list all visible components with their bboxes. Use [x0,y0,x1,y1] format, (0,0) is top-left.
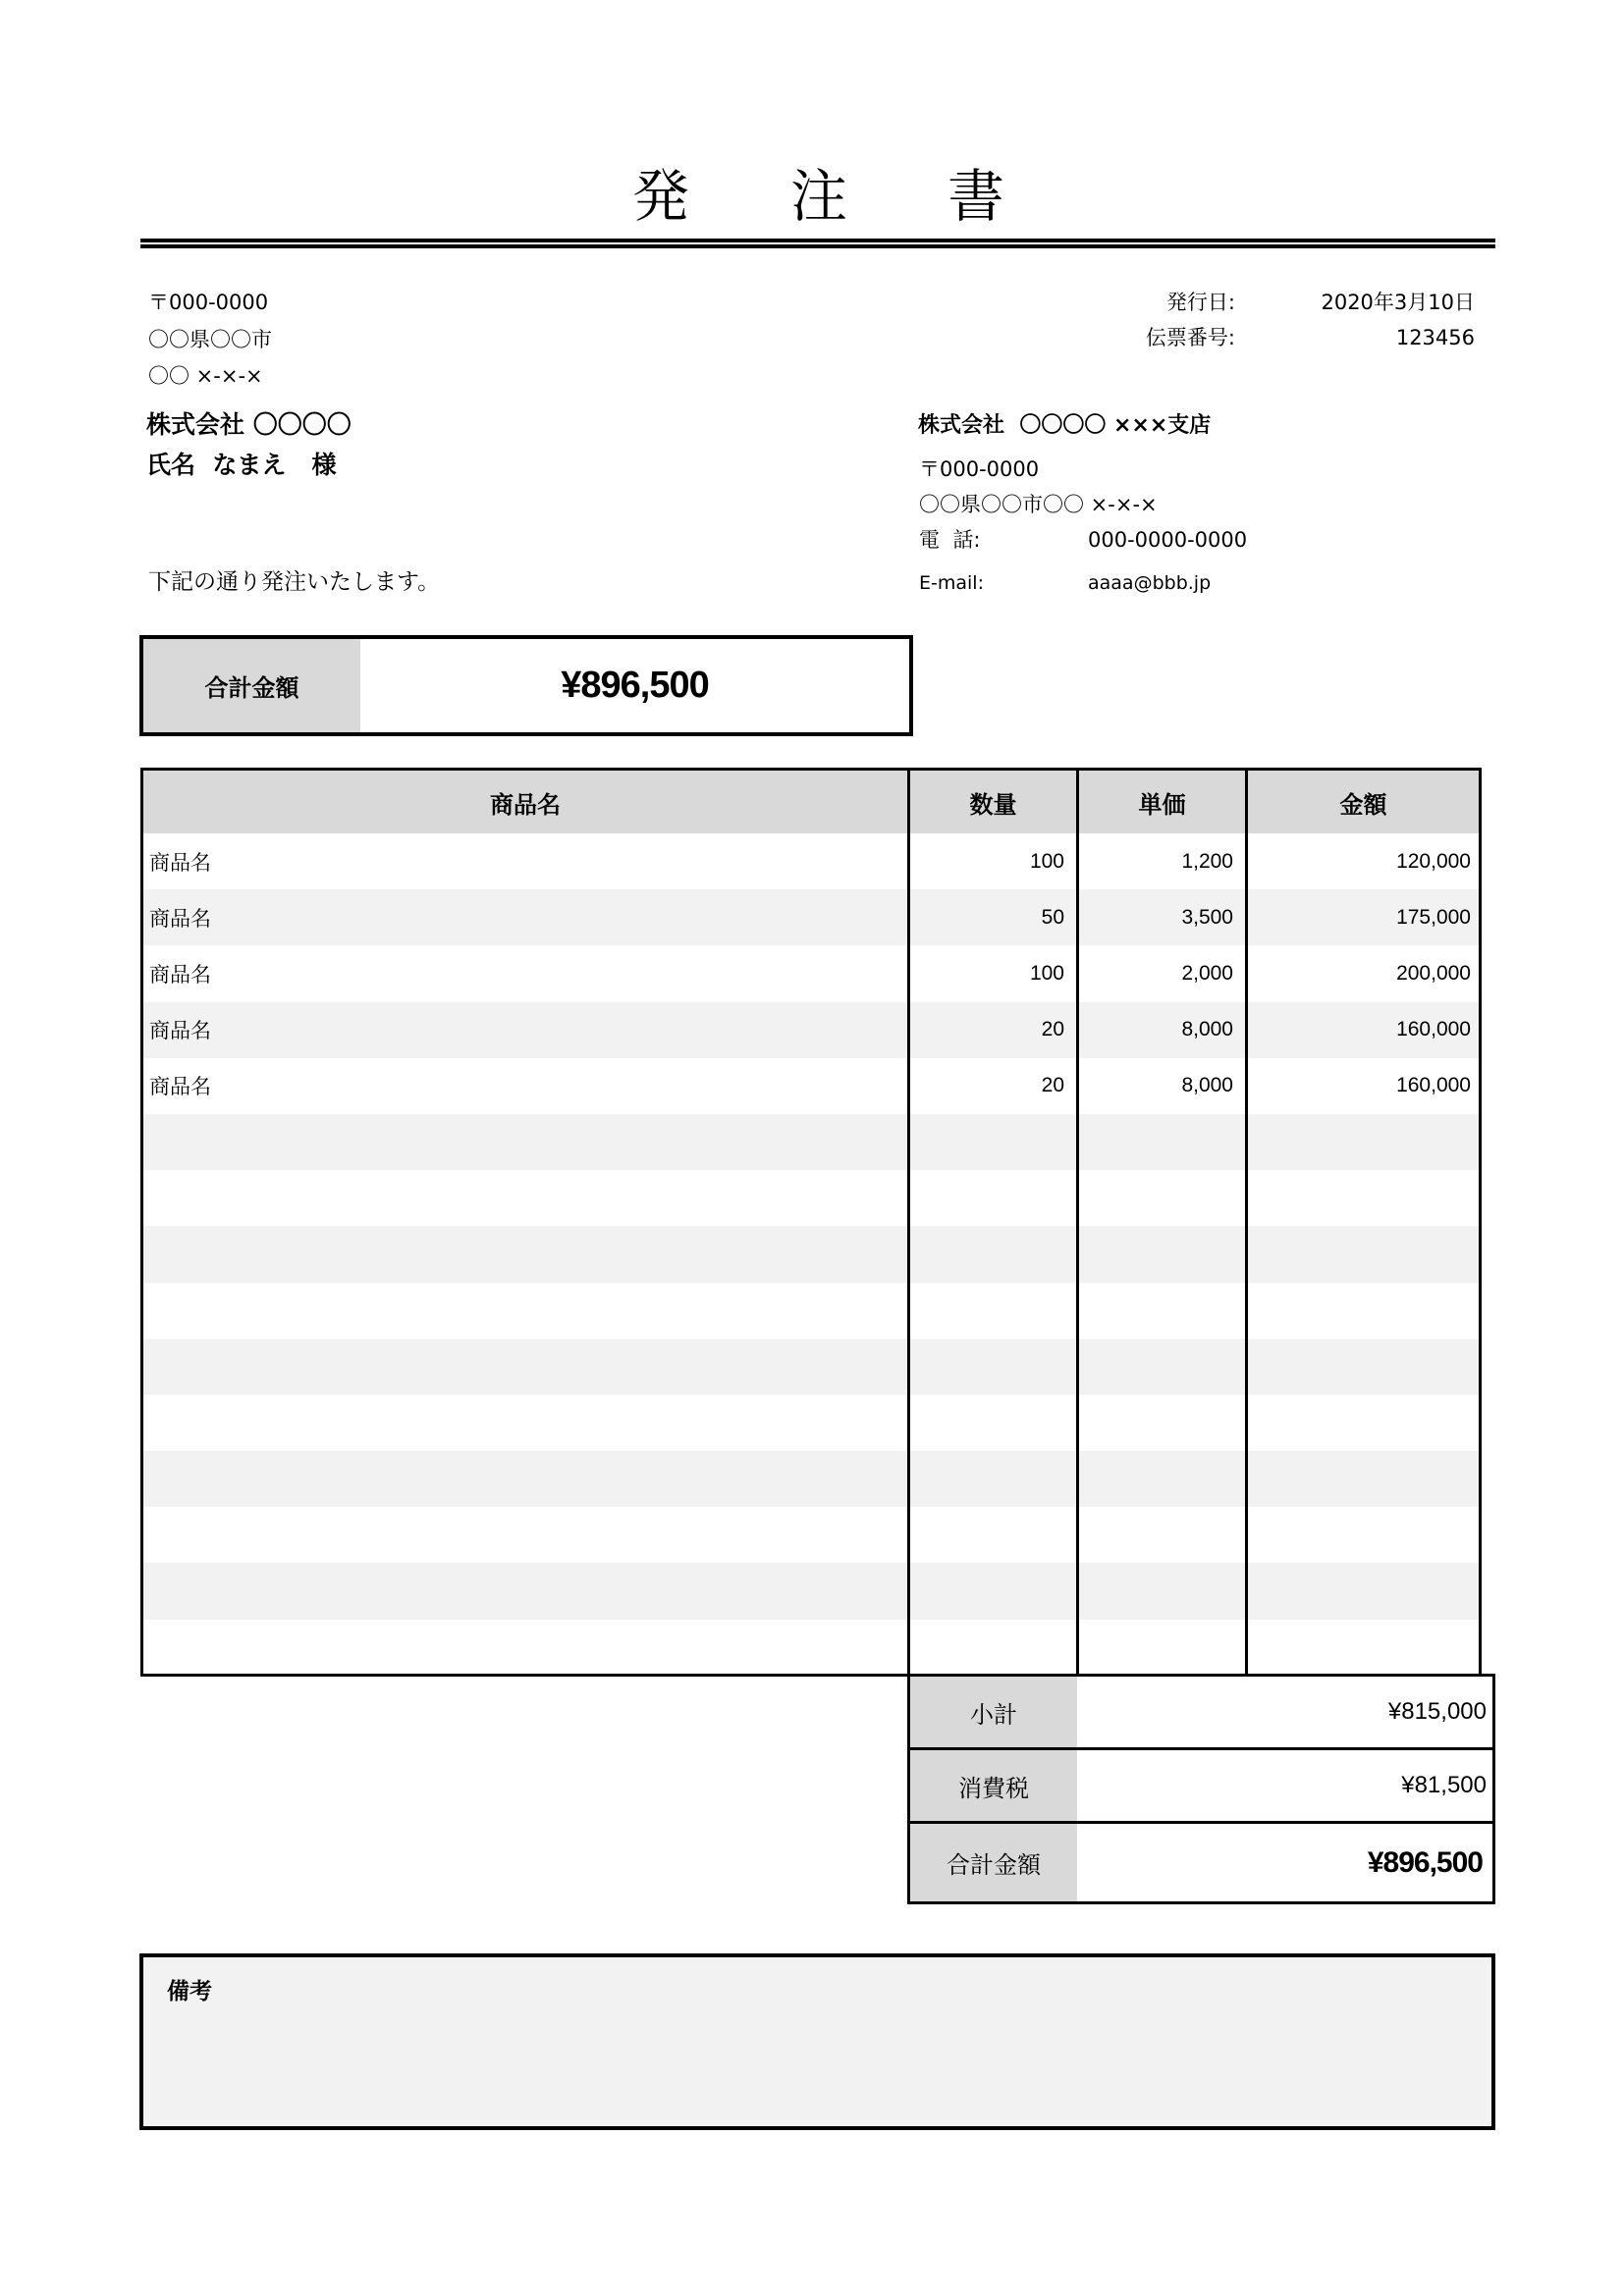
grand-total-label: 合計金額 [910,1824,1077,1901]
cell-unit-price [1076,1451,1245,1507]
title-char-2: 注 [789,163,848,230]
cell-quantity [907,1114,1076,1170]
table-row [143,1226,1479,1282]
order-message: 下記の通り発注いたします。 [148,569,441,595]
cell-amount: 160,000 [1245,1002,1479,1058]
cell-item-name [143,1226,907,1282]
cell-amount [1245,1226,1479,1282]
cell-unit-price: 3,500 [1076,889,1245,945]
recipient-company: 株式会社 〇〇〇〇 ×××支店 [918,413,1212,438]
subtotal-label: 小計 [910,1677,1077,1747]
total-summary-label: 合計金額 [143,639,360,732]
cell-unit-price [1076,1339,1245,1395]
cell-quantity [907,1620,1076,1676]
sender-postal: 〒000-0000 [148,291,269,314]
cell-unit-price: 1,200 [1076,833,1245,889]
cell-item-name [143,1170,907,1226]
title-char-1: 発 [631,163,690,230]
table-row [143,1114,1479,1170]
grand-total-row [910,1821,1492,1901]
cell-quantity: 20 [907,1002,1076,1058]
cell-item-name [143,1507,907,1563]
cell-quantity [907,1226,1076,1282]
cell-quantity [907,1451,1076,1507]
cell-unit-price: 2,000 [1076,945,1245,1001]
sender-company: 株式会社 〇〇〇〇 [146,410,352,439]
cell-quantity [907,1339,1076,1395]
cell-quantity [907,1563,1076,1619]
table-row [143,1058,1479,1114]
header-amount: 金額 [1245,771,1479,833]
recipient-email: aaaa@bbb.jp [1088,572,1212,594]
sender-person: 氏名 なまえ 様 [146,451,337,479]
cell-item-name [143,1563,907,1619]
tax-value: ¥81,500 [1401,1772,1487,1798]
table-row [143,1339,1479,1395]
remarks-box[interactable] [139,1953,1495,2130]
cell-amount [1245,1114,1479,1170]
cell-item-name [143,1395,907,1451]
cell-amount [1245,1563,1479,1619]
table-row [143,1283,1479,1339]
cell-quantity: 100 [907,945,1076,1001]
recipient-address: 〇〇県〇〇市〇〇 ×-×-× [919,493,1158,516]
cell-quantity [907,1395,1076,1451]
recipient-email-label: E-mail: [919,572,984,594]
cell-amount: 200,000 [1245,945,1479,1001]
cell-amount [1245,1395,1479,1451]
issue-date-label: 発行日: [1165,291,1235,314]
cell-amount [1245,1451,1479,1507]
cell-item-name: 商品名 [149,906,211,931]
cell-item-name: 商品名 [149,1019,211,1043]
table-header [143,771,1479,833]
totals-box [907,1674,1495,1904]
cell-item-name [143,1620,907,1676]
cell-amount: 120,000 [1245,833,1479,889]
cell-quantity: 50 [907,889,1076,945]
sender-address2: 〇〇 ×-×-× [148,364,263,388]
cell-unit-price [1076,1114,1245,1170]
cell-item-name [143,1114,907,1170]
header-unit-price: 単価 [1076,771,1245,833]
cell-amount [1245,1620,1479,1676]
cell-unit-price [1076,1563,1245,1619]
cell-quantity [907,1170,1076,1226]
total-summary-value: ¥896,500 [561,665,709,706]
cell-amount: 175,000 [1245,889,1479,945]
recipient-tel-label: 電 話: [919,528,981,552]
table-row [143,945,1479,1001]
table-row [143,1620,1479,1676]
cell-unit-price [1076,1395,1245,1451]
cell-unit-price [1076,1620,1245,1676]
cell-quantity: 100 [907,833,1076,889]
cell-item-name [143,1339,907,1395]
header-item-name: 商品名 [490,790,561,819]
table-row [143,1002,1479,1058]
table-row [143,1395,1479,1451]
table-row [143,1451,1479,1507]
slip-number-label: 伝票番号: [1145,326,1235,349]
table-row [143,889,1479,945]
cell-amount [1245,1507,1479,1563]
sender-address1: 〇〇県〇〇市 [148,328,272,351]
recipient-tel: 000-0000-0000 [1088,528,1248,552]
cell-amount: 160,000 [1245,1058,1479,1114]
cell-amount [1245,1170,1479,1226]
cell-unit-price [1076,1283,1245,1339]
cell-item-name: 商品名 [149,962,211,987]
tax-label: 消費税 [910,1750,1077,1821]
grand-total-value: ¥896,500 [1367,1845,1483,1879]
header-quantity: 数量 [907,771,1076,833]
title-char-3: 書 [947,163,1005,230]
cell-unit-price: 8,000 [1076,1058,1245,1114]
cell-item-name: 商品名 [149,850,211,875]
cell-item-name [143,1451,907,1507]
cell-unit-price [1076,1507,1245,1563]
remarks-label: 備考 [167,1979,212,2004]
tax-row [910,1747,1492,1821]
subtotal-row [910,1674,1492,1747]
cell-quantity: 20 [907,1058,1076,1114]
cell-amount [1245,1283,1479,1339]
table-row [143,1563,1479,1619]
items-table [140,768,1482,1677]
title-rule-top [140,239,1495,242]
cell-item-name [143,1283,907,1339]
cell-amount [1245,1339,1479,1395]
subtotal-value: ¥815,000 [1387,1698,1487,1725]
recipient-postal: 〒000-0000 [919,457,1040,481]
cell-quantity [907,1507,1076,1563]
slip-number: 123456 [1395,326,1475,349]
cell-quantity [907,1283,1076,1339]
cell-item-name: 商品名 [149,1075,211,1099]
table-row [143,1507,1479,1563]
cell-unit-price: 8,000 [1076,1002,1245,1058]
title-rule-bottom [140,244,1495,248]
table-row [143,1170,1479,1226]
total-summary-box [139,635,913,736]
cell-unit-price [1076,1226,1245,1282]
table-row [143,833,1479,889]
cell-unit-price [1076,1170,1245,1226]
issue-date: 2020年3月10日 [1321,291,1475,314]
